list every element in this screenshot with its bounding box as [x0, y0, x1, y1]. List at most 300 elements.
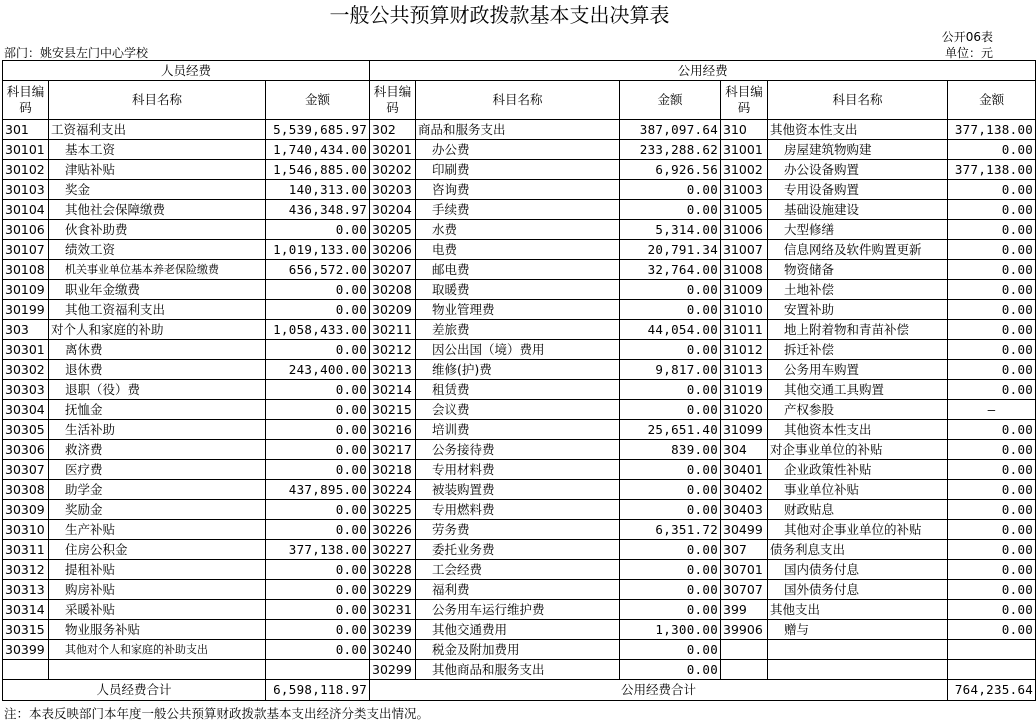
subject-code: 30701 [721, 560, 768, 580]
subject-code: 30107 [3, 240, 49, 260]
subject-code: 30399 [3, 640, 49, 660]
column-header-row [3, 81, 1036, 120]
amount: 377,138.00 [948, 120, 1036, 140]
subject-name: 债务利息支出 [768, 540, 948, 560]
amount: 0.00 [948, 260, 1036, 280]
subject-code: 30208 [370, 280, 416, 300]
table-row [3, 480, 1036, 500]
subject-code: 30206 [370, 240, 416, 260]
personnel-group-header: 人员经费 [3, 61, 370, 81]
table-row [3, 520, 1036, 540]
subject-name: 采暖补贴 [49, 600, 266, 620]
subject-name: 物资储备 [768, 260, 948, 280]
subject-code: 30203 [370, 180, 416, 200]
amount: 0.00 [620, 200, 721, 220]
subject-name: 税金及附加费用 [416, 640, 620, 660]
table-row [3, 300, 1036, 320]
subject-code: 30240 [370, 640, 416, 660]
subject-code: 31001 [721, 140, 768, 160]
table-row [3, 640, 1036, 660]
subject-name [768, 640, 948, 660]
subject-name: 基本工资 [49, 140, 266, 160]
amount: 0.00 [620, 480, 721, 500]
subject-code: 30213 [370, 360, 416, 380]
subject-code: 30216 [370, 420, 416, 440]
subject-code: 30309 [3, 500, 49, 520]
subject-code: 30299 [370, 660, 416, 680]
amount: 0.00 [266, 640, 370, 660]
subject-name: 事业单位补贴 [768, 480, 948, 500]
public-group-header: 公用经费 [370, 61, 1036, 81]
subject-name: 咨询费 [416, 180, 620, 200]
amount: 0.00 [948, 320, 1036, 340]
subject-name: 基础设施建设 [768, 200, 948, 220]
subject-name: 印刷费 [416, 160, 620, 180]
subject-name: 奖金 [49, 180, 266, 200]
subject-name: 其他资本性支出 [768, 120, 948, 140]
amount: 0.00 [266, 220, 370, 240]
amount: 0.00 [948, 560, 1036, 580]
subject-name: 手续费 [416, 200, 620, 220]
subject-code: 30205 [370, 220, 416, 240]
amount: 1,019,133.00 [266, 240, 370, 260]
amount: 0.00 [266, 280, 370, 300]
amount: 0.00 [948, 520, 1036, 540]
table-row [3, 400, 1036, 420]
subject-name: 差旅费 [416, 320, 620, 340]
amount: 0.00 [948, 360, 1036, 380]
subject-code: 30314 [3, 600, 49, 620]
table-row [3, 160, 1036, 180]
subject-name: 其他社会保障缴费 [49, 200, 266, 220]
subject-code: 30229 [370, 580, 416, 600]
subject-name: 专用设备购置 [768, 180, 948, 200]
subject-code: 30302 [3, 360, 49, 380]
amount: 0.00 [620, 640, 721, 660]
subject-code [721, 660, 768, 680]
amount: 377,138.00 [266, 540, 370, 560]
amount: 0.00 [948, 500, 1036, 520]
subject-name: 土地补偿 [768, 280, 948, 300]
subject-code: 30226 [370, 520, 416, 540]
subject-code: 31007 [721, 240, 768, 260]
amount: 0.00 [948, 180, 1036, 200]
amount-header: 金额 [620, 81, 721, 120]
subject-name: 国内债务付息 [768, 560, 948, 580]
table-row [3, 280, 1036, 300]
subject-name: 公务接待费 [416, 440, 620, 460]
subject-code: 31006 [721, 220, 768, 240]
subject-code: 30231 [370, 600, 416, 620]
subject-name: 生活补助 [49, 420, 266, 440]
subject-name: 房屋建筑物购建 [768, 140, 948, 160]
subject-code: 30402 [721, 480, 768, 500]
amount: 1,058,433.00 [266, 320, 370, 340]
subject-code: 30239 [370, 620, 416, 640]
amount: 656,572.00 [266, 260, 370, 280]
name-header: 科目名称 [416, 81, 620, 120]
amount: 5,539,685.97 [266, 120, 370, 140]
subject-name: 助学金 [49, 480, 266, 500]
table-row [3, 140, 1036, 160]
amount: 0.00 [948, 140, 1036, 160]
subject-code: 30403 [721, 500, 768, 520]
subject-code: 30303 [3, 380, 49, 400]
subject-code: 30306 [3, 440, 49, 460]
table-row [3, 120, 1036, 140]
amount: 0.00 [620, 580, 721, 600]
table-row [3, 380, 1036, 400]
amount: 0.00 [620, 400, 721, 420]
amount: 0.00 [948, 480, 1036, 500]
amount: 0.00 [948, 460, 1036, 480]
totals-row [3, 680, 1036, 701]
subject-name: 其他商品和服务支出 [416, 660, 620, 680]
amount: 0.00 [266, 460, 370, 480]
unit-label: 单位：元 [944, 46, 993, 60]
subject-code: 30211 [370, 320, 416, 340]
subject-code [721, 640, 768, 660]
table-row [3, 600, 1036, 620]
subject-name: 企业政策性补贴 [768, 460, 948, 480]
amount: 25,651.40 [620, 420, 721, 440]
amount: 0.00 [266, 600, 370, 620]
footnote: 注：本表反映部门本年度一般公共预算财政拨款基本支出经济分类支出情况。 [4, 706, 430, 721]
subject-code: 307 [721, 540, 768, 560]
subject-name: 其他对个人和家庭的补助支出 [49, 640, 266, 660]
subject-name [768, 660, 948, 680]
personnel-total-amount: 6,598,118.97 [266, 680, 370, 701]
subject-name: 奖励金 [49, 500, 266, 520]
subject-name: 医疗费 [49, 460, 266, 480]
subject-name: 赠与 [768, 620, 948, 640]
subject-name: 劳务费 [416, 520, 620, 540]
amount: 6,926.56 [620, 160, 721, 180]
expenditure-table [2, 60, 1036, 701]
subject-name: 财政贴息 [768, 500, 948, 520]
table-row [3, 580, 1036, 600]
subject-name: 抚恤金 [49, 400, 266, 420]
amount: 0.00 [266, 620, 370, 640]
subject-name: 物业服务补贴 [49, 620, 266, 640]
amount: 233,288.62 [620, 140, 721, 160]
subject-name: 绩效工资 [49, 240, 266, 260]
amount: 0.00 [948, 380, 1036, 400]
subject-name: 办公费 [416, 140, 620, 160]
amount: 0.00 [948, 540, 1036, 560]
subject-name: 其他资本性支出 [768, 420, 948, 440]
subject-name: 购房补贴 [49, 580, 266, 600]
subject-name: 离休费 [49, 340, 266, 360]
subject-name: 公务用车运行维护费 [416, 600, 620, 620]
amount: 0.00 [948, 620, 1036, 640]
subject-code: 399 [721, 600, 768, 620]
amount: 436,348.97 [266, 200, 370, 220]
table-row [3, 180, 1036, 200]
subject-name: 伙食补助费 [49, 220, 266, 240]
subject-code: 30108 [3, 260, 49, 280]
code-header: 科目编码 [721, 81, 768, 120]
amount: 20,791.34 [620, 240, 721, 260]
amount: 0.00 [620, 600, 721, 620]
subject-name: 工资福利支出 [49, 120, 266, 140]
subject-name: 商品和服务支出 [416, 120, 620, 140]
subject-name: 公务用车购置 [768, 360, 948, 380]
subject-name: 邮电费 [416, 260, 620, 280]
subject-code: 31008 [721, 260, 768, 280]
subject-name [49, 660, 266, 680]
amount: 0.00 [948, 220, 1036, 240]
subject-name: 租赁费 [416, 380, 620, 400]
amount: 437,895.00 [266, 480, 370, 500]
subject-code: 30312 [3, 560, 49, 580]
group-header-row [3, 61, 1036, 81]
amount: 0.00 [266, 560, 370, 580]
table-row [3, 460, 1036, 480]
subject-name: 其他支出 [768, 600, 948, 620]
subject-code: 30311 [3, 540, 49, 560]
amount: 0.00 [948, 280, 1036, 300]
amount: 0.00 [620, 500, 721, 520]
subject-name: 其他工资福利支出 [49, 300, 266, 320]
amount: 0.00 [266, 300, 370, 320]
subject-name: 地上附着物和青苗补偿 [768, 320, 948, 340]
amount: 0.00 [620, 340, 721, 360]
subject-code: 30308 [3, 480, 49, 500]
subject-code: 30304 [3, 400, 49, 420]
amount: 0.00 [948, 300, 1036, 320]
subject-name: 取暖费 [416, 280, 620, 300]
subject-code: 30499 [721, 520, 768, 540]
subject-code [3, 660, 49, 680]
amount: 6,351.72 [620, 520, 721, 540]
amount: 377,138.00 [948, 160, 1036, 180]
subject-code: 30215 [370, 400, 416, 420]
code-header: 科目编码 [370, 81, 416, 120]
subject-name: 机关事业单位基本养老保险缴费 [49, 260, 266, 280]
subject-name: 生产补贴 [49, 520, 266, 540]
table-row [3, 260, 1036, 280]
amount [948, 640, 1036, 660]
amount: 140,313.00 [266, 180, 370, 200]
public-total-amount: 764,235.64 [948, 680, 1036, 701]
public-total-label: 公用经费合计 [370, 680, 948, 701]
table-row [3, 620, 1036, 640]
subject-code: 31099 [721, 420, 768, 440]
subject-name: 国外债务付息 [768, 580, 948, 600]
name-header: 科目名称 [49, 81, 266, 120]
subject-name: 产权参股 [768, 400, 948, 420]
subject-code: 304 [721, 440, 768, 460]
subject-name: 工会经费 [416, 560, 620, 580]
subject-name: 办公设备购置 [768, 160, 948, 180]
subject-code: 31011 [721, 320, 768, 340]
subject-code: 31009 [721, 280, 768, 300]
subject-code: 30199 [3, 300, 49, 320]
personnel-total-label: 人员经费合计 [3, 680, 266, 701]
amount: 0.00 [266, 420, 370, 440]
subject-code: 302 [370, 120, 416, 140]
table-row [3, 560, 1036, 580]
subject-code: 303 [3, 320, 49, 340]
table-row [3, 340, 1036, 360]
form-code: 公开06表 [941, 30, 993, 44]
subject-code: 30301 [3, 340, 49, 360]
subject-code: 30202 [370, 160, 416, 180]
amount: 44,054.00 [620, 320, 721, 340]
code-header: 科目编码 [3, 81, 49, 120]
subject-name: 物业管理费 [416, 300, 620, 320]
subject-name: 津贴补贴 [49, 160, 266, 180]
subject-name: 住房公积金 [49, 540, 266, 560]
subject-name: 水费 [416, 220, 620, 240]
subject-name: 其他交通费用 [416, 620, 620, 640]
subject-code: 31002 [721, 160, 768, 180]
department-label: 部门：姚安县左门中心学校 [4, 46, 149, 60]
subject-name: 福利费 [416, 580, 620, 600]
subject-name: 退职（役）费 [49, 380, 266, 400]
amount [948, 660, 1036, 680]
subject-name: 提租补贴 [49, 560, 266, 580]
subject-code: 31003 [721, 180, 768, 200]
amount: — [948, 400, 1036, 420]
subject-name: 信息网络及软件购置更新 [768, 240, 948, 260]
table-row [3, 420, 1036, 440]
table-row [3, 220, 1036, 240]
amount: 0.00 [620, 560, 721, 580]
subject-code: 30204 [370, 200, 416, 220]
subject-code: 301 [3, 120, 49, 140]
subject-name: 维修(护)费 [416, 360, 620, 380]
subject-code: 31019 [721, 380, 768, 400]
amount-header: 金额 [266, 81, 370, 120]
subject-name: 电费 [416, 240, 620, 260]
table-row [3, 500, 1036, 520]
subject-name: 职业年金缴费 [49, 280, 266, 300]
subject-code: 30707 [721, 580, 768, 600]
amount: 1,546,885.00 [266, 160, 370, 180]
amount: 0.00 [620, 280, 721, 300]
amount: 0.00 [266, 400, 370, 420]
amount: 0.00 [948, 580, 1036, 600]
amount: 0.00 [266, 340, 370, 360]
subject-name: 专用材料费 [416, 460, 620, 480]
subject-code: 31012 [721, 340, 768, 360]
subject-name: 退休费 [49, 360, 266, 380]
amount: 0.00 [620, 460, 721, 480]
table-row [3, 240, 1036, 260]
subject-code: 30228 [370, 560, 416, 580]
subject-code: 30225 [370, 500, 416, 520]
amount: 0.00 [620, 300, 721, 320]
subject-code: 30218 [370, 460, 416, 480]
subject-code: 30109 [3, 280, 49, 300]
amount: 0.00 [266, 520, 370, 540]
subject-code: 30310 [3, 520, 49, 540]
table-row [3, 440, 1036, 460]
subject-name: 安置补助 [768, 300, 948, 320]
table-row [3, 320, 1036, 340]
subject-code: 39906 [721, 620, 768, 640]
subject-code: 30305 [3, 420, 49, 440]
subject-name: 对企事业单位的补贴 [768, 440, 948, 460]
amount: 0.00 [620, 660, 721, 680]
subject-code: 30214 [370, 380, 416, 400]
amount: 0.00 [948, 200, 1036, 220]
amount [266, 660, 370, 680]
amount: 0.00 [266, 580, 370, 600]
amount: 5,314.00 [620, 220, 721, 240]
subject-name: 其他交通工具购置 [768, 380, 948, 400]
subject-code: 310 [721, 120, 768, 140]
subject-name: 委托业务费 [416, 540, 620, 560]
amount: 9,817.00 [620, 360, 721, 380]
amount: 0.00 [266, 380, 370, 400]
subject-code: 31005 [721, 200, 768, 220]
subject-code: 30101 [3, 140, 49, 160]
subject-code: 30313 [3, 580, 49, 600]
subject-code: 30201 [370, 140, 416, 160]
subject-code: 30104 [3, 200, 49, 220]
subject-code: 30224 [370, 480, 416, 500]
table-row [3, 360, 1036, 380]
subject-name: 拆迁补偿 [768, 340, 948, 360]
amount: 1,300.00 [620, 620, 721, 640]
table-row [3, 200, 1036, 220]
subject-name: 其他对企事业单位的补贴 [768, 520, 948, 540]
table-row [3, 540, 1036, 560]
subject-name: 会议费 [416, 400, 620, 420]
amount-header: 金额 [948, 81, 1036, 120]
amount: 1,740,434.00 [266, 140, 370, 160]
amount: 0.00 [620, 380, 721, 400]
table-row [3, 660, 1036, 680]
amount: 0.00 [948, 420, 1036, 440]
subject-code: 30227 [370, 540, 416, 560]
subject-code: 30307 [3, 460, 49, 480]
name-header: 科目名称 [768, 81, 948, 120]
amount: 0.00 [620, 180, 721, 200]
amount: 243,400.00 [266, 360, 370, 380]
subject-code: 30315 [3, 620, 49, 640]
subject-code: 31013 [721, 360, 768, 380]
subject-code: 30106 [3, 220, 49, 240]
amount: 0.00 [948, 240, 1036, 260]
subject-name: 培训费 [416, 420, 620, 440]
amount: 0.00 [948, 600, 1036, 620]
subject-name: 被装购置费 [416, 480, 620, 500]
amount: 0.00 [620, 540, 721, 560]
subject-code: 30217 [370, 440, 416, 460]
subject-name: 对个人和家庭的补助 [49, 320, 266, 340]
subject-name: 因公出国（境）费用 [416, 340, 620, 360]
subject-code: 30212 [370, 340, 416, 360]
amount: 0.00 [266, 440, 370, 460]
subject-name: 大型修缮 [768, 220, 948, 240]
subject-name: 救济费 [49, 440, 266, 460]
amount: 0.00 [948, 340, 1036, 360]
report-title: 一般公共预算财政拨款基本支出决算表 [329, 3, 670, 27]
subject-code: 30401 [721, 460, 768, 480]
subject-code: 31020 [721, 400, 768, 420]
subject-code: 30209 [370, 300, 416, 320]
subject-code: 30207 [370, 260, 416, 280]
subject-name: 专用燃料费 [416, 500, 620, 520]
subject-code: 30102 [3, 160, 49, 180]
amount: 387,097.64 [620, 120, 721, 140]
amount: 32,764.00 [620, 260, 721, 280]
subject-code: 31010 [721, 300, 768, 320]
